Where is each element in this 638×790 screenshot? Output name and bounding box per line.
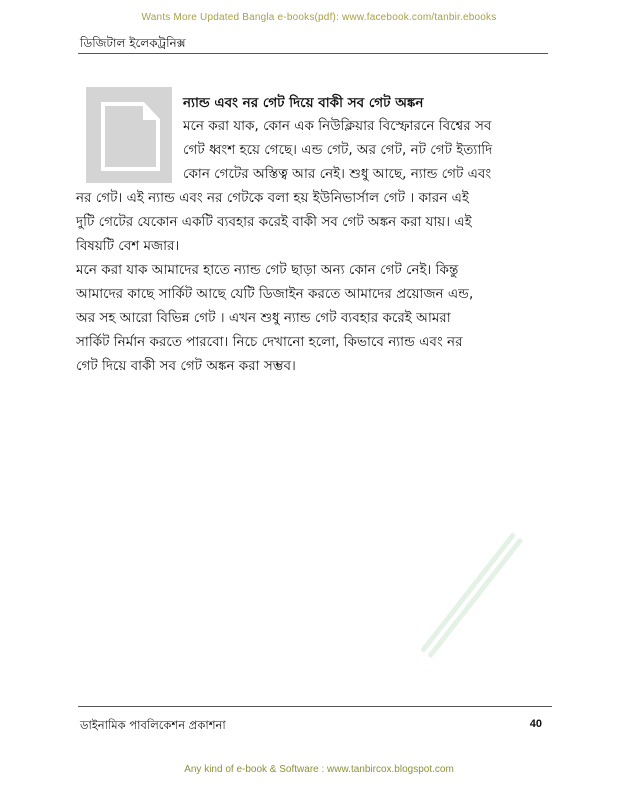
page-number: 40 <box>529 718 542 730</box>
body-text <box>76 114 552 378</box>
footer-divider <box>78 706 552 707</box>
paragraph-line: দুটি গেটের যেকোন একটি ব্যবহার করেই বাকী সব গেট অঙ্কন করা যায়। এই <box>76 214 472 230</box>
paragraph-line: মনে করা যাক, কোন এক নিউক্লিয়ার বিস্ফোরনে বিশ্বের সব <box>183 118 492 134</box>
paragraph-line: আমাদের কাছে সার্কিট আছে যেটি ডিজাইন করতে আমাদের প্রয়োজন এন্ড, <box>76 286 474 302</box>
paragraph-line: মনে করা যাক আমাদের হাতে ন্যান্ড গেট ছাড়া অন্য কোন গেট নেই। কিন্তু <box>76 262 459 278</box>
paragraph-line: গেট ধ্বংশ হয়ে গেছে। এন্ড গেট, অর গেট, নট গেট ইত্যাদি <box>183 142 493 158</box>
paragraph-line: অর সহ আরো বিভিন্ন গেট । এখন শুধু ন্যান্ড গেট ব্যবহার করেই আমরা <box>76 310 451 326</box>
watermark <box>420 532 528 663</box>
running-header: ডিজিটাল ইলেকট্রনিক্স <box>80 36 186 50</box>
paragraph-line: কোন গেটের অস্তিত্ব আর নেই। শুধু আছে, ন্যান্ড গেট এবং <box>183 166 492 182</box>
bottom-banner: Any kind of e-book & Software : www.tanbircox.blogspot.com <box>184 764 454 775</box>
paragraph-line: নর গেট। এই ন্যান্ড এবং নর গেটকে বলা হয় ইউনিভার্সাল গেট । কারন এই <box>76 190 469 206</box>
section-heading: ন্যান্ড এবং নর গেট দিয়ে বাকী সব গেট অঙ্কন <box>183 95 424 111</box>
publisher-name: ডাইনামিক পাবলিকেশন প্রকাশনা <box>80 718 226 732</box>
header-divider <box>78 53 548 54</box>
paragraph-line: বিষয়টি বেশ মজার। <box>76 238 180 254</box>
paragraph-line: সার্কিট নির্মান করতে পারবো। নিচে দেখানো হলো, কিভাবে ন্যান্ড এবং নর <box>76 334 463 350</box>
top-banner: Wants More Updated Bangla e-books(pdf): www.facebook.com/tanbir.ebooks <box>141 12 497 23</box>
paragraph-line: গেট দিয়ে বাকী সব গেট অঙ্কন করা সম্ভব। <box>76 358 296 374</box>
